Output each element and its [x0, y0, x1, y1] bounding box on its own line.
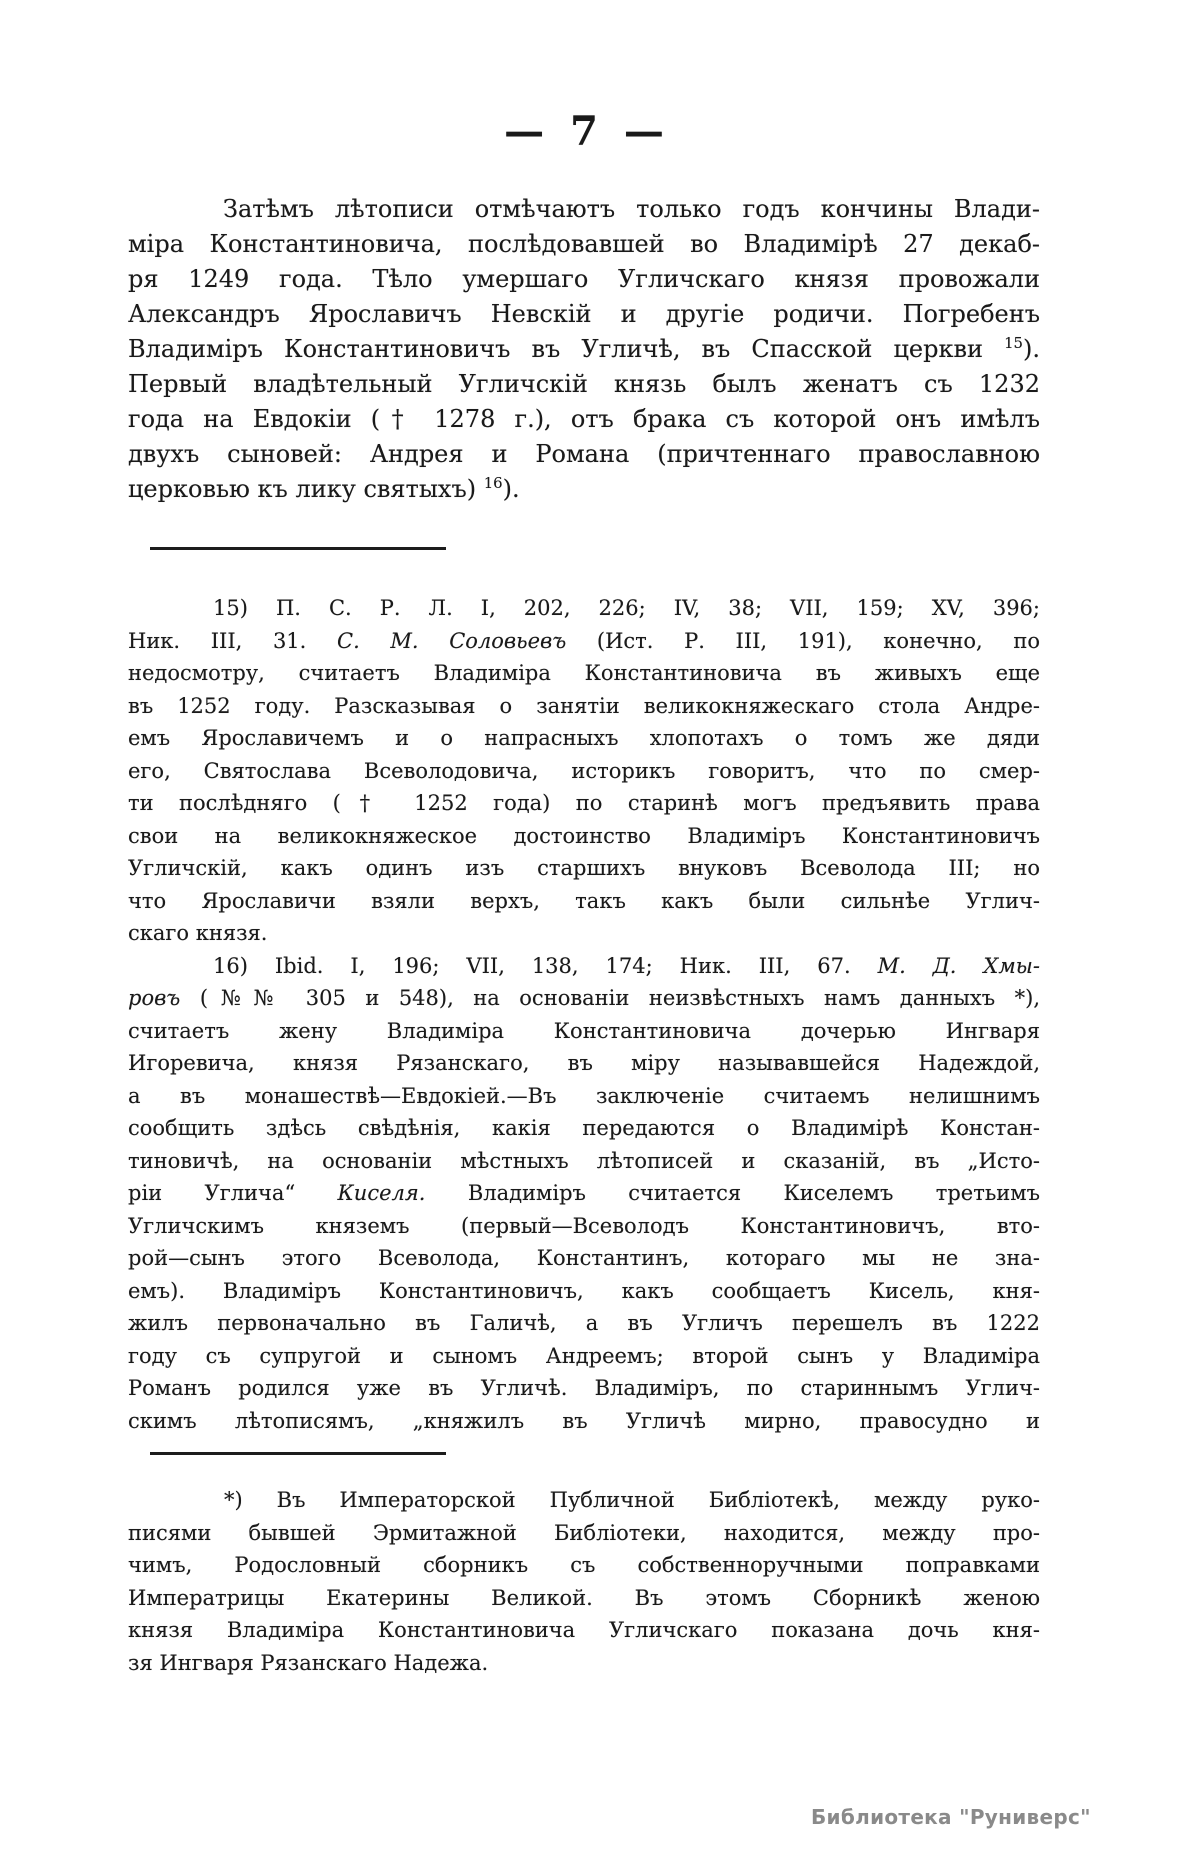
footnote-16-line: рой—сынъ этого Всеволода, Константинъ, котораго мы не зна-	[128, 1246, 1040, 1270]
footnote-15-line: въ 1252 году. Разсказывая о занятіи великокняжескаго стола Андре-	[128, 693, 1040, 718]
footnote-16-line: тиновичѣ, на основаніи мѣстныхъ лѣтописей и сказаній, въ „Исто-	[128, 1148, 1040, 1173]
text-line: двухъ сыновей: Андрея и Романа (причтеннаго православною	[128, 440, 1040, 468]
text-line: ря 1249 года. Тѣло умершаго Угличскаго князя провожали	[128, 265, 1040, 293]
page-number: — 7 —	[504, 108, 664, 155]
footnote-15-line: 15) П. С. Р. Л. I, 202, 226; IV, 38; VII, 159; XV, 396;	[213, 596, 1040, 620]
footnote-16-line: ріи Углича“ Киселя. Владиміръ считается Киселемъ третьимъ	[128, 1181, 1040, 1205]
star-footnote-line: князя Владиміра Константиновича Угличскаго показана дочь кня-	[128, 1618, 1040, 1642]
footnote-separator	[150, 547, 446, 550]
footnote-16-line: Угличскимъ княземъ (первый—Всеволодъ Константиновичъ, вто-	[128, 1213, 1040, 1238]
text-line: Затѣмъ лѣтописи отмѣчаютъ только годъ кончины Влади-	[223, 195, 1040, 223]
star-footnote-line: *) Въ Императорской Публичной Библіотекѣ, между руко-	[224, 1488, 1040, 1512]
footnote-16-line: 16) Ibid. I, 196; VII, 138, 174; Ник. III, 67. М. Д. Хмы-	[213, 953, 1040, 978]
footnotes	[128, 592, 1040, 1437]
star-footnote-line: писями бывшей Эрмитажной Библіотеки, находится, между про-	[128, 1520, 1040, 1545]
footnote-15-line: свои на великокняжеское достоинство Владиміръ Константиновичъ	[128, 823, 1040, 848]
footnote-15-line: скаго князя.	[128, 921, 268, 945]
footnote-separator	[150, 1452, 446, 1455]
text-line: міра Константиновича, послѣдовавшей во Владимірѣ 27 декаб-	[128, 230, 1040, 258]
text-line: Александръ Ярославичъ Невскій и другіе родичи. Погребенъ	[128, 300, 1040, 328]
footnote-16-line: считаетъ жену Владиміра Константиновича дочерью Ингваря	[128, 1018, 1040, 1043]
footnote-16-line: сообщить здѣсь свѣдѣнія, какія передаются о Владимірѣ Констан-	[128, 1116, 1040, 1140]
text-line: Первый владѣтельный Угличскій князь былъ женатъ съ 1232	[128, 370, 1040, 398]
footnote-16-line: Романъ родился уже въ Угличѣ. Владиміръ, по стариннымъ Углич-	[128, 1376, 1040, 1400]
main-paragraph	[128, 192, 1040, 507]
footnote-16-line: году съ супругой и сыномъ Андреемъ; второй сынъ у Владиміра	[128, 1343, 1040, 1368]
text-line: Владиміръ Константиновичъ въ Угличѣ, въ Спасской церкви $^{15}$).	[128, 334, 1040, 363]
footnote-15-line: ти послѣдняго († 1252 года) по старинѣ могъ предъявить права	[128, 791, 1040, 815]
footnote-15-line: Ник. III, 31. С. М. Соловьевъ (Ист. Р. III, 191), конечно, по	[128, 628, 1040, 653]
star-footnote-line: зя Ингваря Рязанскаго Надежа.	[128, 1650, 489, 1675]
text-line: года на Евдокіи († 1278 г.), отъ брака съ которой онъ имѣлъ	[128, 405, 1040, 433]
footnote-16-line: Игоревича, князя Рязанскаго, въ міру называвшейся Надеждой,	[128, 1051, 1040, 1075]
footnote-15-line: Угличскій, какъ одинъ изъ старшихъ внуковъ Всеволода III; но	[128, 856, 1040, 880]
text-line: церковью къ лику святыхъ) $^{16}$).	[128, 474, 520, 503]
library-watermark: Библиотека "Руниверс"	[811, 1805, 1091, 1829]
footnote-16-line: ровъ (№№ 305 и 548), на основаніи неизвѣстныхъ намъ данныхъ *),	[128, 986, 1040, 1010]
footnote-16-line: а въ монашествѣ—Евдокіей.—Въ заключеніе считаемъ нелишнимъ	[128, 1083, 1040, 1108]
footnote-16-line: скимъ лѣтописямъ, „княжилъ въ Угличѣ мирно, правосудно и	[128, 1408, 1040, 1433]
footnote-15-line: его, Святослава Всеволодовича, историкъ говоритъ, что по смер-	[128, 758, 1040, 783]
star-footnote	[128, 1484, 1040, 1679]
star-footnote-line: чимъ, Родословный сборникъ съ собственноручными поправками	[128, 1553, 1040, 1577]
footnote-15-line: емъ Ярославичемъ и о напрасныхъ хлопотахъ о томъ же дяди	[128, 726, 1040, 750]
footnote-16-line: жилъ первоначально въ Галичѣ, а въ Угличъ перешелъ въ 1222	[128, 1311, 1040, 1335]
star-footnote-line: Императрицы Екатерины Великой. Въ этомъ Сборникѣ женою	[128, 1585, 1040, 1610]
footnote-15-line: недосмотру, считаетъ Владиміра Константиновича въ живыхъ еще	[128, 661, 1040, 685]
footnote-16-line: емъ). Владиміръ Константиновичъ, какъ сообщаетъ Кисель, кня-	[128, 1278, 1040, 1303]
footnote-15-line: что Ярославичи взяли верхъ, такъ какъ были сильнѣе Углич-	[128, 888, 1040, 913]
